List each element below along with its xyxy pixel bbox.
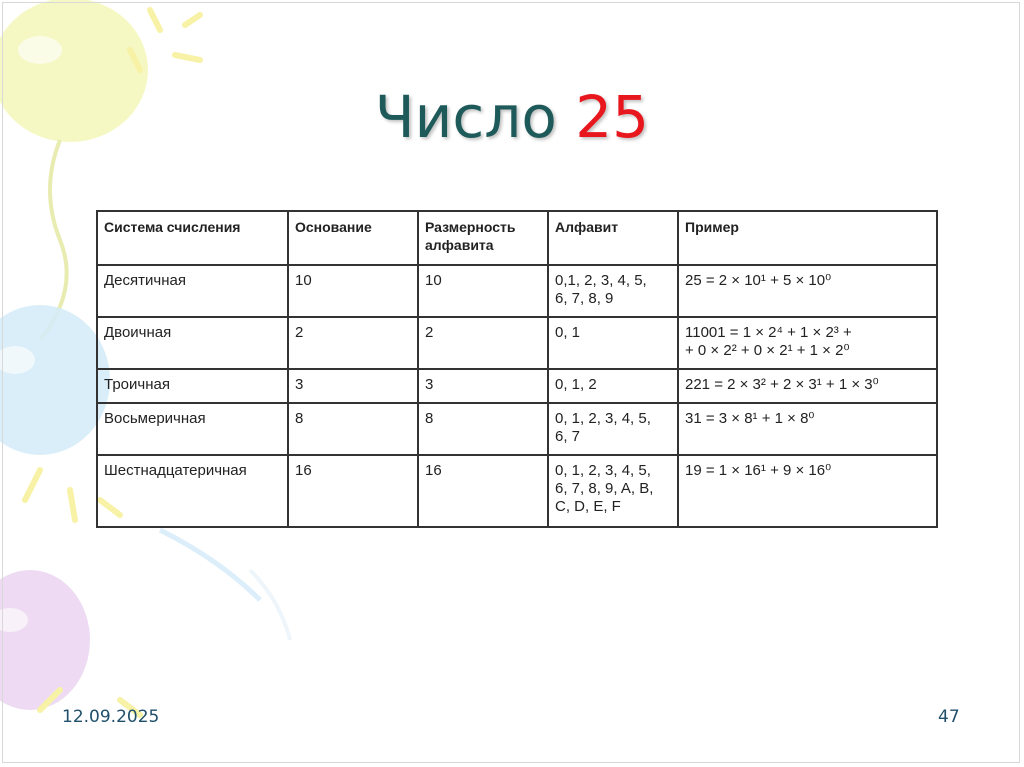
header-example: Пример (678, 211, 937, 265)
table-cell: Шестнадцатеричная (97, 455, 288, 527)
number-systems-table (96, 210, 938, 528)
table-cell: 8 (418, 403, 548, 455)
table-cell: 10 (418, 265, 548, 317)
slide-title (0, 80, 1024, 154)
header-system: Система счисления (97, 211, 288, 265)
table-cell: 31 = 3 × 8¹ + 1 × 8⁰ (678, 403, 937, 455)
table-cell: 19 = 1 × 16¹ + 9 × 16⁰ (678, 455, 937, 527)
table-row (97, 455, 937, 527)
table-cell: Двоичная (97, 317, 288, 369)
table-row (97, 265, 937, 317)
table-cell: 10 (288, 265, 418, 317)
table-cell: 25 = 2 × 10¹ + 5 × 10⁰ (678, 265, 937, 317)
table-cell: 8 (288, 403, 418, 455)
table-header-row (97, 211, 937, 265)
header-alphabet: Алфавит (548, 211, 678, 265)
table-cell: Троичная (97, 369, 288, 403)
table-cell: 2 (418, 317, 548, 369)
footer-date: 12.09.2025 (62, 707, 160, 727)
table-cell: Десятичная (97, 265, 288, 317)
table-cell: Восьмеричная (97, 403, 288, 455)
page-number: 47 (938, 707, 960, 727)
header-alphabet-size: Размерность алфавита (418, 211, 548, 265)
header-base: Основание (288, 211, 418, 265)
table-cell: 2 (288, 317, 418, 369)
table-row (97, 369, 937, 403)
table-cell: 3 (418, 369, 548, 403)
table-cell: 0, 1 (548, 317, 678, 369)
table-cell: 0, 1, 2 (548, 369, 678, 403)
title-number: 25 (575, 83, 650, 151)
table-cell: 3 (288, 369, 418, 403)
table-cell: 16 (288, 455, 418, 527)
table-cell: 11001 = 1 × 2⁴ + 1 × 2³ + + 0 × 2² + 0 × 2¹ + 1 × 2⁰ (678, 317, 937, 369)
title-text: Число (374, 83, 557, 151)
table-cell: 0, 1, 2, 3, 4, 5, 6, 7, 8, 9, A, B, C, D, E, F (548, 455, 678, 527)
table-cell: 16 (418, 455, 548, 527)
table-row (97, 317, 937, 369)
table-row (97, 403, 937, 455)
table-cell: 0, 1, 2, 3, 4, 5, 6, 7 (548, 403, 678, 455)
table-cell: 221 = 2 × 3² + 2 × 3¹ + 1 × 3⁰ (678, 369, 937, 403)
table-cell: 0,1, 2, 3, 4, 5, 6, 7, 8, 9 (548, 265, 678, 317)
